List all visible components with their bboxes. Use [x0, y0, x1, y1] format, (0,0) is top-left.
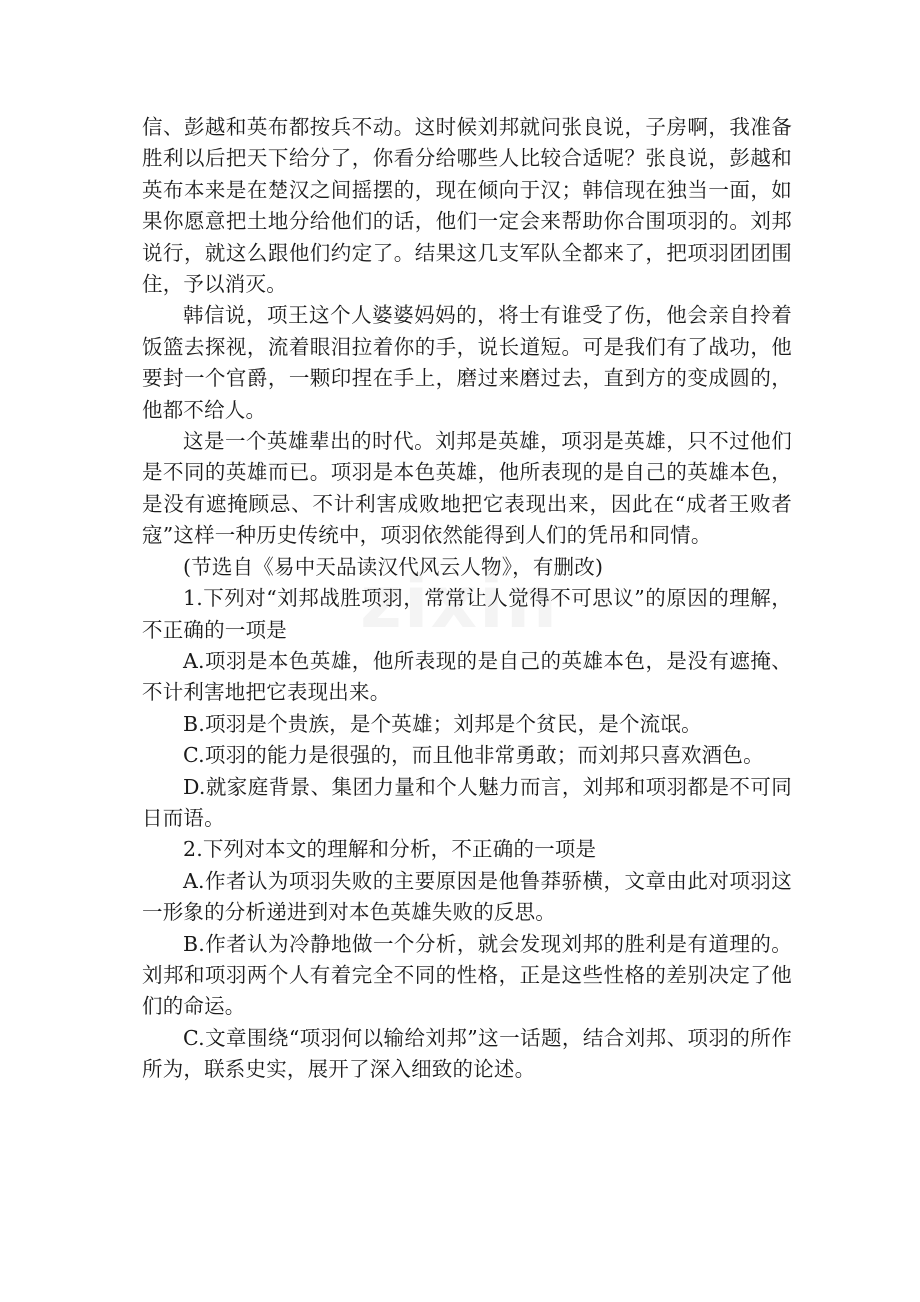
question-2-option-a: A.作者认为项羽失败的主要原因是他鲁莽骄横，文章由此对项羽这一形象的分析递进到对本色英雄失败的反思。 [142, 868, 792, 925]
question-2-option-c: C.文章围绕“项羽何以输给刘邦”这一话题，结合刘邦、项羽的所作所为，联系史实，展开了深入细致的论述。 [142, 1025, 792, 1082]
question-2-option-b: B.作者认为冷静地做一个分析，就会发现刘邦的胜利是有道理的。刘邦和项羽两个人有着完全不同的性格，正是这些性格的差别决定了他们的命运。 [142, 931, 792, 1019]
question-2-stem: 2.下列对本文的理解和分析，不正确的一项是 [183, 837, 597, 862]
question-1-option-a: A.项羽是本色英雄，他所表现的是自己的英雄本色，是没有遮掩、不计利害地把它表现出来。 [142, 648, 792, 705]
document-body [142, 112, 792, 1086]
question-1-option-b: B.项羽是个贵族，是个英雄；刘邦是个贫民，是个流氓。 [183, 711, 702, 736]
source-note: (节选自《易中天品读汉代风云人物》，有删改) [183, 554, 604, 579]
question-1-option-c: C.项羽的能力是很强的，而且他非常勇敢；而刘邦只喜欢酒色。 [183, 743, 764, 768]
paragraph-3: 这是一个英雄辈出的时代。刘邦是英雄，项羽是英雄，只不过他们是不同的英雄而已。项羽是本色英雄，他所表现的是自己的英雄本色，是没有遮掩顾忌、不计利害成败地把它表现出来，因此在“成者王败者寇”这样一种历史传统中，项羽依然能得到人们的凭吊和同情。 [142, 429, 792, 548]
paragraph-1: 信、彭越和英布都按兵不动。这时候刘邦就问张良说，子房啊，我准备胜利以后把天下给分了，你看分给哪些人比较合适呢？张良说，彭越和英布本来是在楚汉之间摇摆的，现在倾向于汉；韩信现在独当一面，如果你愿意把土地分给他们的话，他们一定会来帮助你合围项羽的。刘邦说行，就这么跟他们约定了。结果这几支军队全都来了，把项羽团团围住，予以消灭。 [142, 115, 792, 297]
question-1-stem: 1.下列对“刘邦战胜项羽，常常让人觉得不可思议”的原因的理解，不正确的一项是 [142, 586, 792, 642]
paragraph-2: 韩信说，项王这个人婆婆妈妈的，将士有谁受了伤，他会亲自拎着饭篮去探视，流着眼泪拉着你的手，说长道短。可是我们有了战功，他要封一个官爵，一颗印捏在手上，磨过来磨过去，直到方的变成圆的，他都不给人。 [142, 303, 792, 422]
question-1-option-d: D.就家庭背景、集团力量和个人魅力而言，刘邦和项羽都是不可同日而语。 [142, 774, 792, 830]
